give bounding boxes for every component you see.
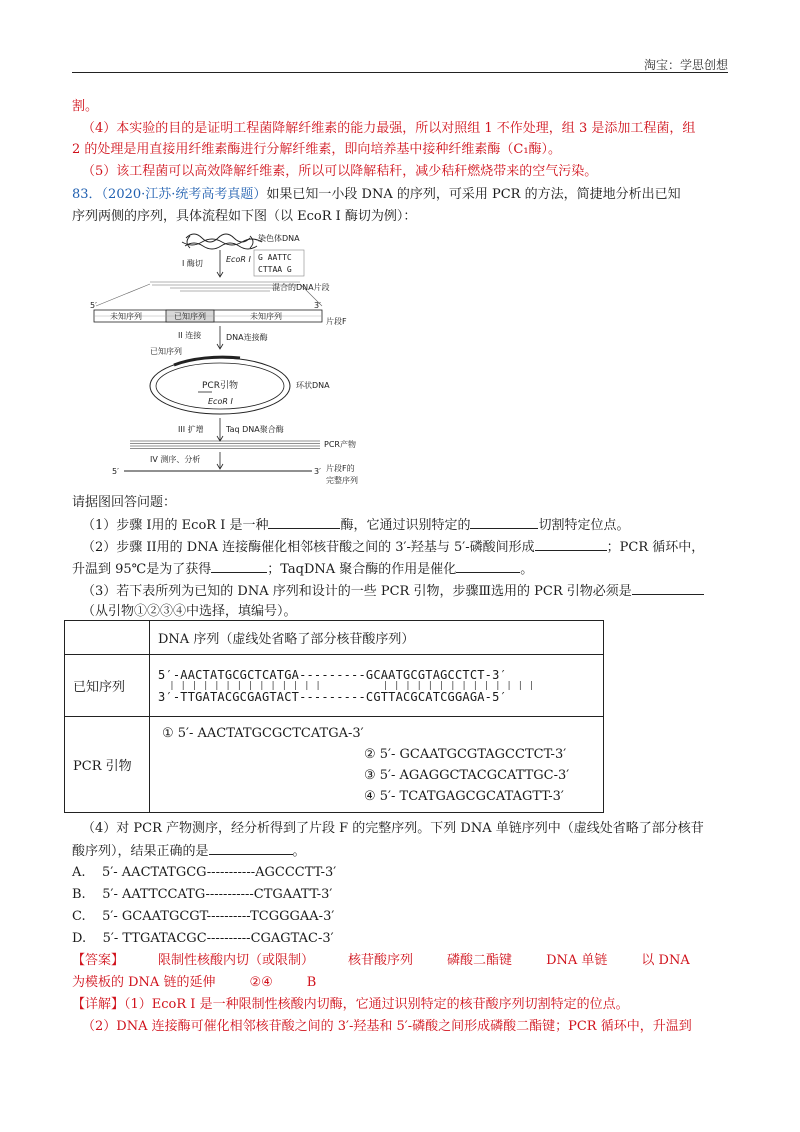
seg-known: 已知序列: [174, 312, 206, 321]
answer-line: 割。: [72, 99, 99, 114]
q4-line1: （4）对 PCR 产物测序，经分析得到了片段 F 的完整序列。下列 DNA 单链序列中（虚线处省略了部分核苷: [82, 821, 704, 836]
pcr-primer-label: PCR引物: [202, 381, 238, 391]
step2-label: II 连接: [178, 331, 202, 340]
answer-item: 以 DNA: [641, 953, 690, 968]
prompt: 请据图回答问题：: [72, 495, 177, 510]
q1-blank-1[interactable]: [268, 516, 340, 529]
option-b: B. 5′- AATTCCATG-----------CTGAATT-3′: [72, 887, 333, 902]
option-a: A. 5′- AACTATGCG-----------AGCCCTT-3′: [72, 865, 337, 880]
q2-line1: [82, 538, 704, 557]
q2-blank-1[interactable]: [535, 538, 607, 551]
answer-item: 为模板的 DNA 链的延伸: [72, 975, 216, 990]
question-stem-2: 序列两侧的序列，具体流程如下图（以 EcoR I 酶切为例）：: [72, 209, 417, 224]
answer-label: 【答案】: [72, 953, 125, 968]
q3-part-a: （3）若下表所列为已知的 DNA 序列和设计的一些 PCR 引物，步骤Ⅲ选用的 PCR 引物必须是: [82, 584, 632, 599]
q2-line2: [72, 560, 533, 579]
detail-text-1: （1）EcoR I 是一种限制性核酸内切酶，它通过识别特定的核苷酸序列切割特定的位点。: [124, 997, 629, 1012]
q4-part-c: 。: [292, 844, 306, 859]
answer-item: 核苷酸序列: [348, 953, 414, 968]
seg-unknown-right: 未知序列: [250, 312, 282, 321]
seq-bottom: 3′-TTGATACGCGAGTACT---------CGTTACGCATCGGAGA-5′: [158, 689, 507, 704]
q4-part-b: 酸序列），结果正确的是: [72, 844, 209, 859]
q4-blank[interactable]: [209, 842, 293, 855]
primer-1: ① 5′- AACTATGCGCTCATGA-3′: [162, 725, 364, 741]
seg-unknown-left: 未知序列: [110, 312, 142, 321]
answer-line: （4）本实验的目的是证明工程菌降解纤维素的能力最强，所以对照组 1 不作处理，组 3 是添加工程菌，组: [82, 121, 696, 136]
option-c: C. 5′- GCAATGCGT----------TCGGGAA-3′: [72, 909, 335, 924]
seq-ticks: | | | | | | | | | | | | | | | | | | | | | | | | | | | |: [158, 680, 535, 691]
q2-part-b: ；PCR 循环中，: [606, 540, 705, 555]
detail-label: 【详解】: [72, 997, 125, 1012]
mixed-fragments-label: 混合的DNA片段: [272, 283, 330, 292]
answer-item: ②④: [249, 975, 273, 990]
primer-4: ④ 5′- TCATGAGCGCATAGTT-3′: [364, 788, 564, 804]
option-d: D. 5′- TTGATACGC----------CGAGTAC-3′: [72, 931, 334, 946]
q1-blank-2[interactable]: [470, 516, 538, 529]
fragment-f-label: 片段F: [326, 317, 347, 326]
full-seq-label-1: 片段F的: [326, 464, 355, 473]
q2-part-e: 。: [520, 562, 534, 577]
answer-line: 2 的处理是用直接用纤维素酶进行分解纤维素，即向培养基中接种纤维素酶（C₁酶）。: [72, 142, 562, 157]
chromosome-label: 染色体DNA: [258, 234, 300, 243]
header-right-text: 淘宝：学思创想: [643, 58, 728, 72]
ring-enzyme-label: EcoR I: [208, 397, 233, 406]
q1-part-b: 酶，它通过识别特定的: [340, 518, 471, 533]
site-bottom: CTTAA G: [258, 265, 292, 274]
step1-label: I 酶切: [182, 259, 203, 268]
answer-item: 限制性核酸内切（或限制）: [158, 953, 315, 968]
pcr-flow-figure: [90, 228, 380, 490]
q1-part-a: （1）步骤 I用的 EcoR I 是一种: [82, 518, 269, 533]
chromosome-dna-icon: [182, 234, 262, 249]
q3-blank[interactable]: [632, 582, 704, 595]
question-stem: [72, 186, 681, 204]
question-number: 83．: [72, 187, 102, 202]
dna-sequence-table: [64, 620, 604, 813]
primer-2: ② 5′- GCAATGCGTAGCCTCT-3′: [364, 746, 567, 762]
answer-item: 磷酸二酯键: [447, 953, 513, 968]
answer-line-2: [72, 974, 350, 992]
detail-line-2: （2）DNA 连接酶可催化相邻核苷酸之间的 3′-羟基和 5′-磷酸之间形成磷酸二酯键；PCR 循环中，升温到: [82, 1019, 692, 1034]
taq-label: Taq DNA聚合酶: [226, 425, 284, 434]
known-seq-label: 已知序列: [150, 347, 182, 356]
answer-item: DNA 单链: [546, 953, 608, 968]
header-rule: [72, 72, 728, 73]
step4-label: IV 测序、分析: [150, 455, 201, 464]
table-head: DNA 序列（虚线处省略了部分核苷酸序列）: [150, 621, 604, 655]
answer-item: B: [306, 975, 317, 990]
question-source: （2020·江苏·统考高考真题）: [101, 187, 267, 202]
frag-3prime: 3′: [314, 301, 321, 310]
q3-part-b: （从引物①②③④中选择，填编号）。: [82, 604, 297, 619]
full-3prime: 3′: [314, 467, 321, 476]
ligase-label: DNA连接酶: [226, 333, 268, 342]
question-stem-1: 如果已知一小段 DNA 的序列，可采用 PCR 的方法，简捷地分析出已知: [266, 187, 681, 202]
q1-part-c: 切割特定位点。: [538, 518, 630, 533]
seq-top: 5′-AACTATGCGCTCATGA---------GCAATGCGTAGCCTCT-3′: [158, 667, 507, 682]
q2-part-c: 升温到 95℃是为了获得: [72, 562, 212, 577]
frag-5prime: 5′: [90, 301, 97, 310]
primer-3: ③ 5′- AGAGGCTACGCATTGC-3′: [364, 767, 570, 783]
q1: [82, 516, 630, 535]
q2-blank-3[interactable]: [456, 560, 520, 573]
site-top: G AATTC: [258, 253, 292, 262]
step3-label: III 扩增: [178, 425, 204, 434]
full-seq-label-2: 完整序列: [326, 476, 358, 485]
q2-blank-2[interactable]: [211, 560, 267, 573]
full-5prime: 5′: [112, 467, 119, 476]
circular-dna-label: 环状DNA: [296, 381, 330, 390]
q2-part-a: （2）步骤 II用的 DNA 连接酶催化相邻核苷酸之间的 3′-羟基与 5′-磷酸间形成: [82, 540, 535, 555]
row-label-known: 已知序列: [65, 655, 150, 717]
q2-part-d: ；TaqDNA 聚合酶的作用是催化: [267, 562, 457, 577]
detail-line-1: [72, 996, 629, 1014]
q4-line2: [72, 842, 306, 861]
step1-enzyme: EcoR I: [226, 255, 251, 264]
q3-line1: [82, 582, 704, 601]
answer-line: （5）该工程菌可以高效降解纤维素，所以可以降解秸秆，减少秸秆燃烧带来的空气污染。: [82, 164, 598, 179]
row-label-primer: PCR 引物: [65, 717, 150, 813]
answer-line-1: [72, 952, 690, 970]
pcr-product-label: PCR产物: [324, 440, 356, 449]
